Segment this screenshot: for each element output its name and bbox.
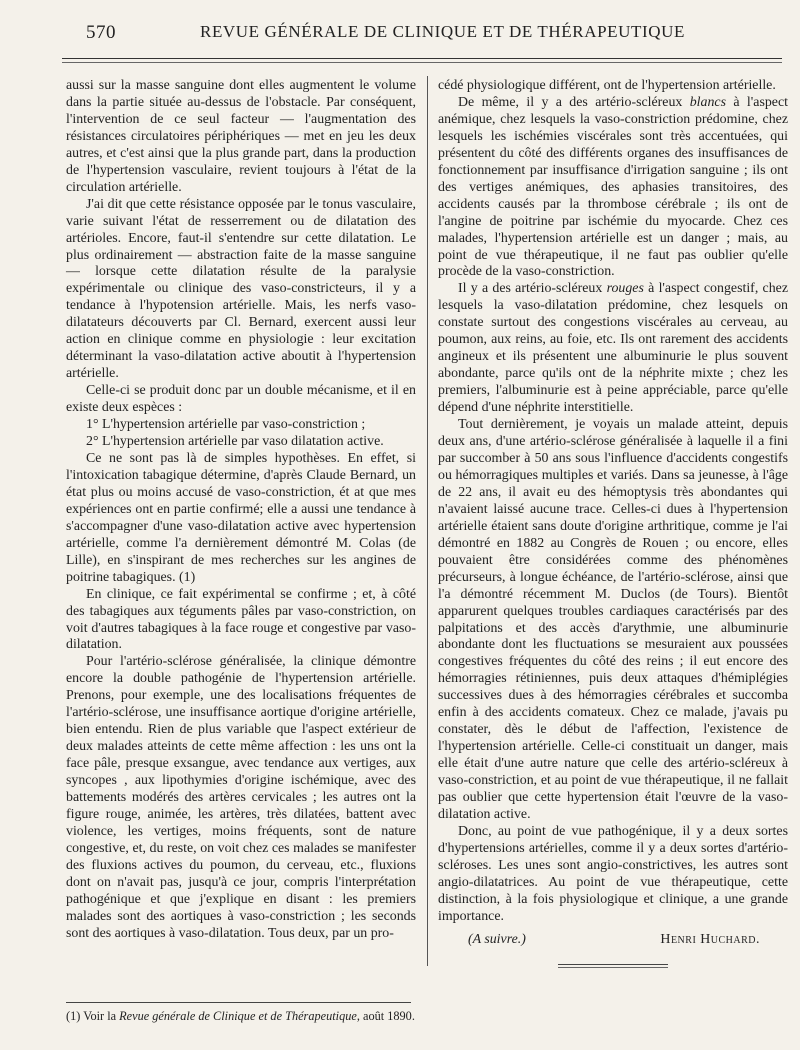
paragraph: J'ai dit que cette résistance opposée par le tonus vasculaire, varie suivant l'état de resserrement ou de dilatation des artérioles. Encore, faut-il s'entendre sur cette dilatation. Le plus ordinairement — abstraction faite de la masse sanguine — lorsque cette dilatation résulte de la paralysie expérimentale ou clinique des vaso-constricteurs, il y a tendance à l'hypotension artérielle. Mais, les nerfs vaso-dilatateurs découverts par Cl. Bernard, exercent aussi leur action en clinique comme en physiologie : leur excitation déterminant la vaso-dilatation active aboutit à l'hypertension artérielle. xyxy=(66,196,416,382)
author-signature: Henri Huchard. xyxy=(660,931,760,947)
header-rule-thin xyxy=(62,62,782,63)
paragraph: aussi sur la masse sanguine dont elles augmentent le volume dans la partie située au-dessus de l'obstacle. Par conséquent, l'intervention de ce seul facteur — l'augmentation des résistances circulatoires périphériques — met en jeu les deux autres, et c'est ainsi que la plus grande part, dans la production de l'hypertension vasculaire, revient toujours à l'état de la circulation artérielle. xyxy=(66,78,416,195)
right-column xyxy=(438,78,788,968)
paragraph: Celle-ci se produit donc par un double mécanisme, et il en existe deux espèces : xyxy=(66,383,416,416)
running-title: REVUE GÉNÉRALE DE CLINIQUE ET DE THÉRAPEUTIQUE xyxy=(200,22,685,41)
paragraph xyxy=(438,281,788,417)
text-run: Il y a des artério-scléreux xyxy=(458,281,607,297)
paragraph: cédé physiologique différent, ont de l'hypertension artérielle. xyxy=(438,78,776,93)
footnote xyxy=(66,1010,416,1024)
list-item: 1° L'hypertension artérielle par vaso-constriction ; xyxy=(86,417,366,433)
to-be-continued: (A suivre.) xyxy=(468,931,526,947)
list-item: 2° L'hypertension artérielle par vaso dilatation active. xyxy=(86,434,384,450)
header-rule xyxy=(62,58,782,59)
left-column xyxy=(66,78,416,943)
footnote-suffix: , août 1890. xyxy=(356,1009,415,1023)
end-rule-thin xyxy=(558,967,668,968)
paragraph: Ce ne sont pas là de simples hypothèses. En effet, si l'intoxication tabagique détermine, d'après Claude Bernard, un état plus ou moins accusé de vaso-constriction, ét at que mes expériences ont en partie confirmé; elle a aussi une tendance à s'accompagner d'une vaso-dilatation active avec hypertension artérielle, comme l'a dernièrement démontré M. Colas (de Lille), en s'inspirant de mes recherches sur les angines de poitrine tabagiques. (1) xyxy=(66,450,416,585)
paragraph: Tout dernièrement, je voyais un malade atteint, depuis deux ans, d'une artério-sclérose généralisée à laquelle il a fini par succomber à 50 ans sous l'influence d'accidents congestifs ou hémorragiques multiples et variés. Dans sa jeunesse, à l'âge de 22 ans, il avait eu des hémoptysis très abondantes qui n'avaient laissé aucune trace. Celles-ci dues à l'hypertension artérielle étaient sans doute d'origine arthritique, comme je l'ai démontré en 1882 au Congrès de Rouen ; ou encore, elles pouvaient être considérées comme des phénomènes précurseurs, à longue échéance, de l'artério-sclérose, ainsi que l'a démontré récemment M. Duclos (de Tours). Bientôt apparurent quelques troubles cardiaques caractérisés par des palpitations et des accès d'arythmie, une albuminurie abondante dont les fluctuations se mesuraient aux poussées congestives fréquentes du côté des reins ; il eut encore des hémorragies rétiniennes, puis deux attaques d'hémiplégies successives dues à des hémorragies cérébrales et succomba enfin à des accidents comateux. Chez ce malade, j'avais pu constater, dès le début de l'affection, l'existence de l'hypertension artérielle. Celle-ci constituait un danger, mais elle était d'une autre nature que celle des artério-scléreux à vaso-constriction, et au point de vue thérapeutique, il ne fallait pas oublier que cette hypertension était l'œuvre de la vaso-dilatation active. xyxy=(438,417,788,822)
paragraph: Donc, au point de vue pathogénique, il y a deux sortes d'hypertensions artérielles, comme il y a deux sortes d'artério-scléroses. Les unes sont angio-constrictives, les autres sont angio-dilatatrices. Au point de vue thérapeutique, cette distinction, à la fois physiologique et clinique, a une grande importance. xyxy=(438,823,788,924)
emphasis: blancs xyxy=(689,94,727,110)
emphasis: rouges xyxy=(606,281,644,297)
text-run: à l'aspect congestif, chez lesquels la vaso-dilatation prédomine, chez lesquels on constate surtout des congestions viscérales au cerveau, au poumon, aux reins, au foie, etc. Ils ont rarement des accidents angineux et ils présentent une albuminurie le plus souvent abondante, parce qu'ils ont de la néphrite mixte ; chez les premiers, l'albuminurie est à peine appréciable, parce qu'elle dépend d'une néphrite interstitielle. xyxy=(438,281,788,416)
paragraph xyxy=(438,95,788,281)
running-header xyxy=(0,22,800,48)
end-rule xyxy=(558,964,668,965)
footnote-rule xyxy=(66,1002,411,1003)
text-run: De même, il y a des artério-scléreux xyxy=(458,94,690,110)
text-run: à l'aspect anémique, chez lesquels la vaso-constriction prédomine, chez lesquels les ischémies viscérales sont très accentuées, qui présentent du côté des différents organes des insuffisances de fonctionnement par insuffisance d'irrigation sanguine ; ils ont des vertiges anémiques, des aphasies transitoires, des accidents causés par la thrombose cérébrale ; ils ont de l'angine de poitrine par ischémie du myocarde. Chez ces malades, l'hypertension artérielle est un danger ; mais, au point de vue thérapeutique, il ne faut pas oublier qu'elle procède de la vaso-constriction. xyxy=(438,94,788,280)
page-number: 570 xyxy=(86,22,116,43)
column-divider xyxy=(427,76,428,966)
paragraph: Pour l'artério-sclérose généralisée, la clinique démontre encore la double pathogénie de l'hypertension artérielle. Prenons, pour exemple, une des localisations fréquentes de l'artério-sclérose, une insuffisance aortique d'origine artérielle, bien entendu. Rien de plus variable que l'aspect extérieur de deux malades atteints de cette même affection : les uns ont la face pâle, presque exsangue, avec tendance aux vertiges, aux syncopes , aux lipothymies d'origine ischémique, avec des battements modérés des artères cervicales ; les autres ont la figure rouge, animée, les artères, très dilatées, battent avec violence, les vertiges, moins fréquents, sont de nature congestive, et, du reste, on voit chez ces malades se manifester des fluxions actives du poumon, du cerveau, etc., fluxions dont on n'avait pas, jusqu'à ce jour, compris l'interprétation pathogénique et que j'explique en disant : les premiers malades sont des aortiques à vaso-constriction ; les seconds sont des aortiques à vaso-dilatation. Tous deux, par un pro- xyxy=(66,654,416,941)
mechanism-list xyxy=(66,417,416,451)
footnote-journal: Revue générale de Clinique et de Thérapeutique xyxy=(119,1009,357,1023)
footnote-prefix: (1) Voir la xyxy=(66,1009,120,1023)
signature-row xyxy=(438,932,788,952)
paragraph: En clinique, ce fait expérimental se confirme ; et, à côté des tabagiques aux téguments pâles par vaso-constriction, on voit d'autres tabagiques à la face rouge et congestive par vaso-dilatation. xyxy=(66,586,416,653)
